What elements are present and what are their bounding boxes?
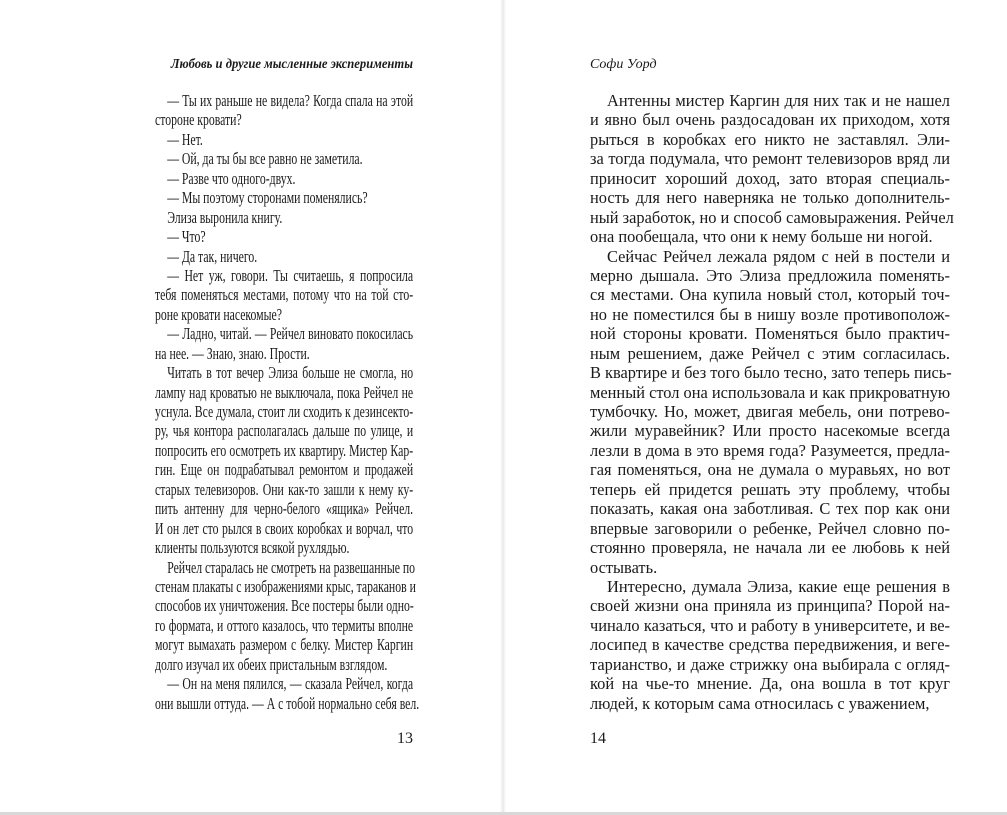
text-line: роне кровати насекомые? xyxy=(155,304,282,324)
paragraph xyxy=(155,91,413,130)
text-line: за тогда подумала, что ремонт телевизоров вряд ли xyxy=(590,149,950,169)
paragraph xyxy=(155,557,416,675)
text-line: попросить его осмотреть их квартиру. Мистер Кар- xyxy=(155,440,414,460)
text-line: — Нет. xyxy=(167,129,203,149)
text-line: приносит хороший доход, зато вторая специаль- xyxy=(590,168,950,188)
text-line: — Нет уж, говори. Ты считаешь, я попросила xyxy=(167,265,414,285)
text-line: могут вымахать размером с белку. Мистер Каргин xyxy=(155,635,414,655)
text-line: кой на чье-то мнение. Да, она вошла в тот круг xyxy=(590,674,950,694)
text-line: тебя поменяться местами, потому что на той сто- xyxy=(155,285,414,305)
text-line: лосипед в качестве средства передвижения, и веге- xyxy=(590,635,950,655)
text-line: ся местами. Она купила новый стол, который точ- xyxy=(590,285,950,305)
text-line: теперь ей придется решать эту проблему, чтобы xyxy=(590,479,950,499)
text-line: ру, чья контора располагалась дальше по улице, и xyxy=(155,421,414,441)
text-line: В квартире и без того было тесно, зато теперь пись- xyxy=(590,363,952,383)
text-line: — Ладно, читай. — Рейчел виновато покосилась xyxy=(167,324,414,344)
paragraph xyxy=(155,169,413,188)
text-line: — Ты их раньше не видела? Когда спала на этой xyxy=(167,91,414,110)
text-line: Сейчас Рейчел лежала рядом с ней в постели и xyxy=(607,246,950,266)
paragraph xyxy=(155,130,413,149)
paragraph xyxy=(155,266,413,324)
text-line: они вышли оттуда. — А с тобой нормально себя вел. xyxy=(155,693,420,713)
text-line: — Он на меня пялился, — сказала Рейчел, когда xyxy=(167,674,414,694)
paragraph xyxy=(155,227,413,246)
text-line: стоянно проверяла, не начала ли ее любовь к ней xyxy=(590,538,950,558)
text-line: Антенны мистер Каргин для них так и не нашел xyxy=(607,91,950,110)
text-line: чинало казаться, что и работу в университете, и ве- xyxy=(590,615,950,635)
text-line: — Что? xyxy=(167,227,206,247)
left-page xyxy=(0,0,503,812)
text-line: способов их уничтожения. Все постеры были одно- xyxy=(155,596,414,616)
text-line: Интересно, думала Элиза, какие еще решения в xyxy=(607,576,950,596)
text-line: и явно был очень раздосадован их приходом, хотя xyxy=(590,110,950,130)
paragraph xyxy=(155,247,413,266)
text-line: своей жизни она приняла из принципа? Порой на- xyxy=(590,596,950,616)
text-line: — Ой, да ты бы все равно не заметила. xyxy=(167,149,363,169)
right-page-body xyxy=(590,91,954,713)
text-line: стенам плакаты с изображениями крыс, тараканов и xyxy=(155,576,416,596)
text-line: она пообещала, что они к нему больше ни ногой. xyxy=(590,227,933,247)
text-line: И он лет сто рылся в своих коробках и ворчал, что xyxy=(155,518,414,538)
text-line: ность для него наверняка не только дополнитель- xyxy=(590,188,950,208)
text-line: лезли в дома в это время года? Разумеется, предла- xyxy=(590,440,950,460)
text-line: жили муравейник? Или просто насекомые всегда xyxy=(590,421,950,441)
paragraph xyxy=(590,577,950,713)
text-line: клиенты пользуются всякой рухлядью. xyxy=(155,538,350,558)
paragraph xyxy=(590,91,954,247)
text-line: стороне кровати? xyxy=(155,110,242,130)
page-number: 13 xyxy=(397,730,413,747)
text-line: Элиза выронила книгу. xyxy=(167,207,283,227)
paragraph xyxy=(155,188,413,207)
text-line: — Разве что одного-двух. xyxy=(167,168,296,188)
text-line: ным решением, даже Рейчел с этим согласилась. xyxy=(590,343,950,363)
text-line: показать, какая она заботливая. С тех пор как они xyxy=(590,499,950,519)
text-line: гая поменяться, она не думала о муравьях, но вот xyxy=(590,460,950,480)
text-line: — Мы поэтому сторонами поменялись? xyxy=(167,188,368,208)
text-line: пить антенну для черно-белого «ящика» Рейчел. xyxy=(155,499,414,519)
text-line: но не поместился бы в нишу возле противополож- xyxy=(590,304,950,324)
paragraph xyxy=(155,324,413,363)
text-line: менный стол она использовала и как прикроватную xyxy=(590,382,951,402)
paragraph xyxy=(155,208,413,227)
book-gutter xyxy=(500,0,506,812)
text-line: людей, к которым сама относилась с уважением, xyxy=(590,693,930,713)
text-line: впервые заговорили о ребенке, Рейчел словно по- xyxy=(590,518,950,538)
paragraph xyxy=(590,247,950,577)
page-number: 14 xyxy=(590,730,606,747)
text-line: — Да так, ничего. xyxy=(167,246,258,266)
paragraph xyxy=(155,363,413,557)
text-line: Читать в тот вечер Элиза больше не смогла, но xyxy=(167,363,414,383)
running-head-book-title: Любовь и другие мысленные эксперименты xyxy=(170,57,413,72)
paragraph xyxy=(155,674,420,713)
text-line: уснула. Все думала, стоит ли сходить к дезинсекто- xyxy=(155,402,414,421)
text-line: Рейчел старалась не смотреть на развешанные по xyxy=(167,557,416,577)
text-line: рыться в коробках его никто не заставлял. Эли- xyxy=(590,129,950,149)
text-line: ный заработок, но и способ самовыражения. Рейчел xyxy=(590,207,954,227)
left-page-body xyxy=(155,91,420,713)
paragraph xyxy=(155,149,413,168)
running-head-author: Софи Уорд xyxy=(590,57,657,72)
text-line: гин. Еще он подрабатывал ремонтом и продажей xyxy=(155,460,414,480)
text-line: долго изучал их обеих пристальным взглядом. xyxy=(155,654,388,674)
text-line: на нее. — Знаю, знаю. Прости. xyxy=(155,343,310,363)
text-line: лампу над кроватью не выключала, пока Рейчел не xyxy=(155,382,414,402)
text-line: ной стороны кровати. Поменяться было практич- xyxy=(590,324,950,344)
text-line: старых телевизоров. Они как-то зашли к нему ку- xyxy=(155,479,414,499)
text-line: тумбочку. Но, может, двигая мебель, они потрево- xyxy=(590,402,950,421)
text-line: остывать. xyxy=(590,557,658,577)
text-line: го формата, и оттого казалось, что термиты вполне xyxy=(155,615,414,635)
right-page xyxy=(503,0,1007,812)
text-line: тарианство, и даже стрижку она выбирала с огляд- xyxy=(590,654,950,674)
text-line: мерно дышала. Это Элиза предложила поменять- xyxy=(590,265,950,285)
